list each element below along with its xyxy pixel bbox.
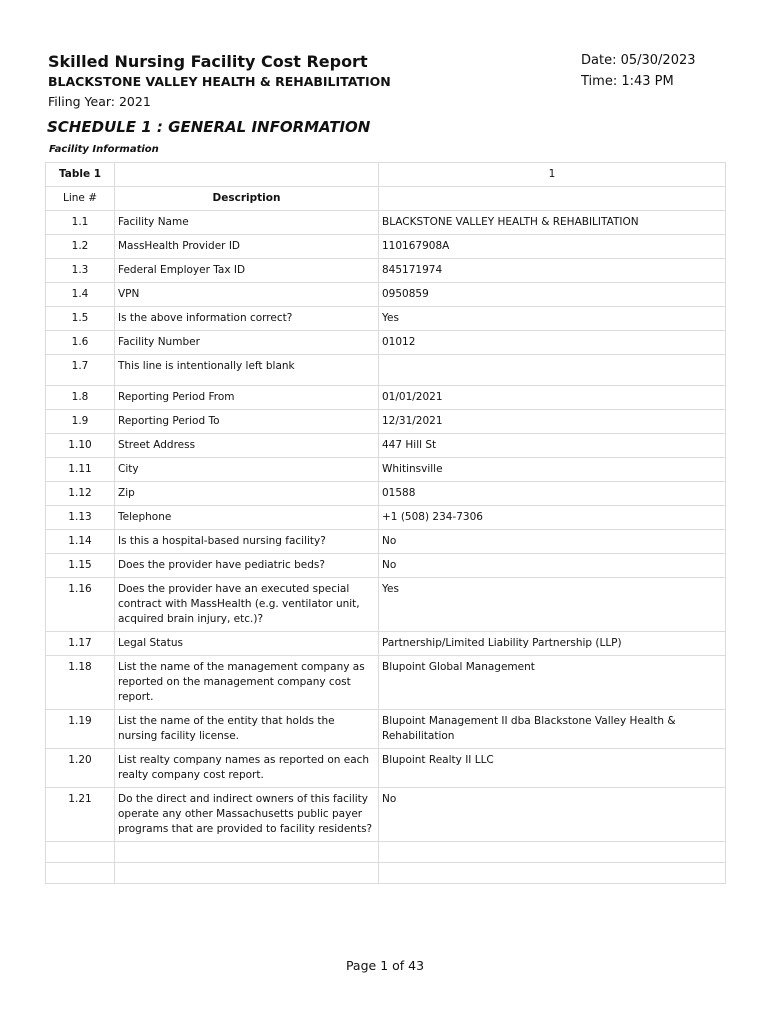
line-description: Legal Status xyxy=(115,632,379,656)
line-value: 01012 xyxy=(379,331,726,355)
table-row xyxy=(46,434,726,458)
line-value: 0950859 xyxy=(379,283,726,307)
column-number: 1 xyxy=(379,163,726,187)
line-value: Yes xyxy=(379,307,726,331)
line-number: 1.18 xyxy=(46,656,115,710)
value-header-blank xyxy=(379,187,726,211)
line-value: Blupoint Realty II LLC xyxy=(379,749,726,788)
line-description: List realty company names as reported on each realty company cost report. xyxy=(115,749,379,788)
line-number: 1.7 xyxy=(46,355,115,386)
empty-cell xyxy=(115,863,379,884)
line-description: Zip xyxy=(115,482,379,506)
table-row xyxy=(46,235,726,259)
empty-cell xyxy=(46,842,115,863)
table-row xyxy=(46,656,726,710)
line-value: Blupoint Management II dba Blackstone Valley Health & Rehabilitation xyxy=(379,710,726,749)
line-description: Telephone xyxy=(115,506,379,530)
report-title: Skilled Nursing Facility Cost Report xyxy=(48,52,368,71)
line-number: 1.1 xyxy=(46,211,115,235)
line-number: 1.12 xyxy=(46,482,115,506)
line-description: Does the provider have an executed special contract with MassHealth (e.g. ventilator unit, acquired brain injury, etc.)? xyxy=(115,578,379,632)
line-value: No xyxy=(379,788,726,842)
column-header-row xyxy=(46,187,726,211)
line-number: 1.11 xyxy=(46,458,115,482)
line-number: 1.21 xyxy=(46,788,115,842)
report-time: Time: 1:43 PM xyxy=(581,74,674,89)
line-value: 01588 xyxy=(379,482,726,506)
line-description: Is this a hospital-based nursing facility? xyxy=(115,530,379,554)
table-row xyxy=(46,386,726,410)
facility-name-header: BLACKSTONE VALLEY HEALTH & REHABILITATION xyxy=(48,74,391,89)
table-row xyxy=(46,554,726,578)
line-number: 1.15 xyxy=(46,554,115,578)
table-header-blank xyxy=(115,163,379,187)
table-row xyxy=(46,578,726,632)
line-description: Do the direct and indirect owners of this facility operate any other Massachusetts public payer programs that are provided to facility residents? xyxy=(115,788,379,842)
general-information-table xyxy=(45,162,726,884)
line-description: List the name of the entity that holds the nursing facility license. xyxy=(115,710,379,749)
line-number: 1.6 xyxy=(46,331,115,355)
table-row xyxy=(46,410,726,434)
line-value: No xyxy=(379,554,726,578)
line-number: 1.17 xyxy=(46,632,115,656)
empty-row xyxy=(46,863,726,884)
line-description: List the name of the management company as reported on the management company cost report. xyxy=(115,656,379,710)
line-value: 447 Hill St xyxy=(379,434,726,458)
table-row xyxy=(46,632,726,656)
line-description: Reporting Period To xyxy=(115,410,379,434)
empty-cell xyxy=(379,863,726,884)
line-number: 1.4 xyxy=(46,283,115,307)
line-number: 1.3 xyxy=(46,259,115,283)
line-number: 1.8 xyxy=(46,386,115,410)
filing-year: Filing Year: 2021 xyxy=(48,94,151,109)
description-header: Description xyxy=(115,187,379,211)
line-number: 1.13 xyxy=(46,506,115,530)
line-description: Facility Name xyxy=(115,211,379,235)
schedule-title: SCHEDULE 1 : GENERAL INFORMATION xyxy=(47,118,371,136)
empty-row xyxy=(46,842,726,863)
empty-cell xyxy=(46,863,115,884)
line-value: Whitinsville xyxy=(379,458,726,482)
table-row xyxy=(46,506,726,530)
line-value: Yes xyxy=(379,578,726,632)
line-description: Street Address xyxy=(115,434,379,458)
line-number: 1.16 xyxy=(46,578,115,632)
table-row xyxy=(46,710,726,749)
empty-cell xyxy=(115,842,379,863)
line-value: 01/01/2021 xyxy=(379,386,726,410)
table-row xyxy=(46,788,726,842)
line-value: 845171974 xyxy=(379,259,726,283)
table-row xyxy=(46,530,726,554)
line-value: +1 (508) 234-7306 xyxy=(379,506,726,530)
table-header-row xyxy=(46,163,726,187)
line-value xyxy=(379,355,726,386)
line-value: Partnership/Limited Liability Partnership (LLP) xyxy=(379,632,726,656)
table-row xyxy=(46,331,726,355)
line-description: City xyxy=(115,458,379,482)
table-label: Table 1 xyxy=(46,163,115,187)
table-row xyxy=(46,458,726,482)
line-value: 110167908A xyxy=(379,235,726,259)
table-row xyxy=(46,355,726,386)
line-description: MassHealth Provider ID xyxy=(115,235,379,259)
table-row xyxy=(46,749,726,788)
line-number: 1.5 xyxy=(46,307,115,331)
line-value: Blupoint Global Management xyxy=(379,656,726,710)
table-row xyxy=(46,307,726,331)
report-date: Date: 05/30/2023 xyxy=(581,53,696,68)
table-row xyxy=(46,482,726,506)
line-description: VPN xyxy=(115,283,379,307)
line-number: 1.14 xyxy=(46,530,115,554)
line-description: Does the provider have pediatric beds? xyxy=(115,554,379,578)
line-value: 12/31/2021 xyxy=(379,410,726,434)
line-value: BLACKSTONE VALLEY HEALTH & REHABILITATION xyxy=(379,211,726,235)
line-value: No xyxy=(379,530,726,554)
line-description: Reporting Period From xyxy=(115,386,379,410)
table-row xyxy=(46,283,726,307)
section-title: Facility Information xyxy=(49,144,159,155)
line-description: Is the above information correct? xyxy=(115,307,379,331)
line-description: Federal Employer Tax ID xyxy=(115,259,379,283)
line-number: 1.19 xyxy=(46,710,115,749)
line-number: 1.9 xyxy=(46,410,115,434)
table-row xyxy=(46,211,726,235)
line-number: 1.10 xyxy=(46,434,115,458)
line-description: Facility Number xyxy=(115,331,379,355)
page-number: Page 1 of 43 xyxy=(345,958,425,973)
line-number: 1.2 xyxy=(46,235,115,259)
line-number-header: Line # xyxy=(46,187,115,211)
table-row xyxy=(46,259,726,283)
line-description: This line is intentionally left blank xyxy=(115,355,379,386)
line-number: 1.20 xyxy=(46,749,115,788)
empty-cell xyxy=(379,842,726,863)
